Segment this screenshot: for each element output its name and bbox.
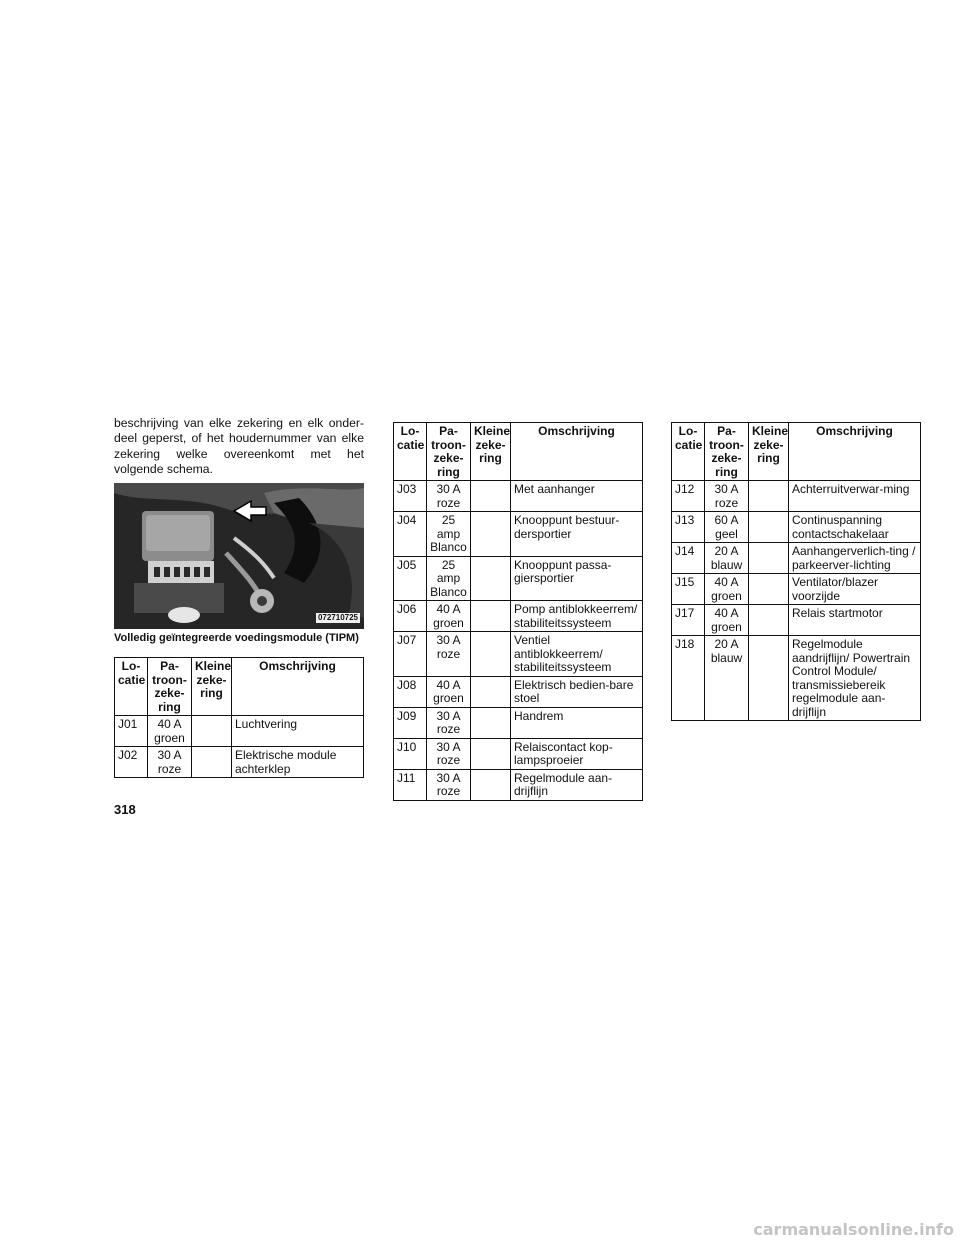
table-row	[672, 481, 921, 512]
fuse-rating: 40 A groen	[711, 575, 742, 603]
cartridge-fuse-cell	[427, 769, 471, 800]
description-cell: Relais startmotor	[789, 605, 921, 636]
fuse-rating: 40 A groen	[433, 677, 464, 705]
fuse-location-cell: J09	[394, 707, 427, 738]
cartridge-fuse-cell	[427, 676, 471, 707]
table-row	[394, 556, 643, 601]
header-location: Lo-catie	[394, 423, 427, 481]
description-cell: Achterruitverwar-ming	[789, 481, 921, 512]
header-mini-fuse: Kleine zeke-ring	[192, 658, 232, 716]
intro-paragraph: beschrijving van elke zekering en elk onder-deel geperst, of het houdernummer van elke zekering welke overeenkomt met het volgende schema.	[114, 416, 364, 477]
description-cell: Aanhangerverlich-ting / parkeerver-lichting	[789, 543, 921, 574]
description-cell: Pomp antiblokkeerrem/ stabiliteitssysteem	[511, 601, 643, 632]
mini-fuse-cell	[471, 632, 511, 677]
fuse-rating: 40 A groen	[154, 717, 185, 745]
header-location: Lo-catie	[672, 423, 705, 481]
header-location: Lo-catie	[115, 658, 148, 716]
fuse-rating: 30 A roze	[436, 708, 461, 736]
table-row	[672, 605, 921, 636]
fuse-rows	[394, 481, 643, 801]
table-row	[672, 636, 921, 721]
fuse-rating: 40 A groen	[711, 606, 742, 634]
table-row	[672, 543, 921, 574]
photo-caption: Volledig geïntegreerde voedingsmodule (TIPM)	[114, 632, 359, 644]
table-row	[394, 601, 643, 632]
fuse-box-illustration	[114, 483, 364, 629]
cartridge-fuse-cell	[427, 601, 471, 632]
fuse-rating: 30 A roze	[436, 770, 461, 798]
fuse-table-3	[671, 422, 921, 721]
fuse-location-cell: J12	[672, 481, 705, 512]
fuse-rating: 25 amp Blanco	[430, 557, 467, 599]
header-cartridge-fuse: Pa-troon-zeke-ring	[705, 423, 749, 481]
fuse-rows	[672, 481, 921, 721]
description-cell: Elektrisch bedien-bare stoel	[511, 676, 643, 707]
table-header-row	[115, 658, 364, 716]
description-cell: Relaiscontact kop-lampsproeier	[511, 738, 643, 769]
table-row	[394, 632, 643, 677]
fuse-rating: 25 amp Blanco	[430, 513, 467, 554]
cartridge-fuse-cell	[427, 738, 471, 769]
engine-bay-photo	[114, 483, 364, 629]
cartridge-fuse-cell	[427, 556, 471, 601]
description-cell: Regelmodule aandrijflijn/ Powertrain Control Module/ transmissiebereik regelmodule aan-drijflijn	[789, 636, 921, 721]
fuse-location-cell: J08	[394, 676, 427, 707]
table-row	[394, 738, 643, 769]
mini-fuse-cell	[471, 738, 511, 769]
mini-fuse-cell	[749, 512, 789, 543]
fuse-location-cell: J18	[672, 636, 705, 721]
fuse-location-cell: J04	[394, 512, 427, 557]
cartridge-fuse-cell	[705, 543, 749, 574]
mini-fuse-cell	[471, 512, 511, 557]
fuse-location-cell: J11	[394, 769, 427, 800]
fuse-rating: 30 A roze	[436, 482, 461, 510]
description-cell: Met aanhanger	[511, 481, 643, 512]
table-row	[115, 747, 364, 778]
photo-reference-code: 072710725	[317, 613, 358, 622]
description-cell: Continuspanning contactschakelaar	[789, 512, 921, 543]
description-cell: Regelmodule aan-drijflijn	[511, 769, 643, 800]
watermark-text: carmanualsonline.info	[753, 1220, 954, 1239]
table-row	[394, 481, 643, 512]
description-cell: Luchtvering	[232, 716, 364, 747]
table-row	[394, 707, 643, 738]
mini-fuse-cell	[749, 574, 789, 605]
mini-fuse-cell	[192, 716, 232, 747]
header-description: Omschrijving	[789, 423, 921, 481]
cartridge-fuse-cell	[148, 747, 192, 778]
table-row	[672, 512, 921, 543]
fuse-location-cell: J17	[672, 605, 705, 636]
cartridge-fuse-cell	[705, 605, 749, 636]
table-row	[115, 716, 364, 747]
description-cell: Elektrische module achterklep	[232, 747, 364, 778]
table-header-row	[672, 423, 921, 481]
fuse-rating: 20 A blauw	[710, 544, 743, 572]
fuse-rating: 40 A groen	[433, 602, 464, 630]
fuse-location-cell: J13	[672, 512, 705, 543]
cartridge-fuse-cell	[705, 574, 749, 605]
fuse-location-cell: J10	[394, 738, 427, 769]
fuse-location-cell: J05	[394, 556, 427, 601]
table-row	[394, 512, 643, 557]
cartridge-fuse-cell	[427, 481, 471, 512]
table-row	[672, 574, 921, 605]
mini-fuse-cell	[471, 769, 511, 800]
mini-fuse-cell	[471, 556, 511, 601]
fuse-table-2	[393, 422, 643, 801]
fuse-rating: 30 A roze	[436, 633, 461, 661]
cartridge-fuse-cell	[427, 632, 471, 677]
table-header-row	[394, 423, 643, 481]
fuse-rating: 30 A roze	[714, 482, 739, 510]
mini-fuse-cell	[749, 605, 789, 636]
fuse-rating: 30 A roze	[157, 748, 182, 776]
fuse-location-cell: J15	[672, 574, 705, 605]
fuse-location-cell: J02	[115, 747, 148, 778]
description-cell: Ventilator/blazer voorzijde	[789, 574, 921, 605]
fuse-location-cell: J01	[115, 716, 148, 747]
fuse-location-cell: J07	[394, 632, 427, 677]
mini-fuse-cell	[749, 636, 789, 721]
table-row	[394, 676, 643, 707]
cartridge-fuse-cell	[148, 716, 192, 747]
cartridge-fuse-cell	[427, 512, 471, 557]
fuse-location-cell: J06	[394, 601, 427, 632]
description-cell: Handrem	[511, 707, 643, 738]
fuse-rating: 20 A blauw	[710, 637, 743, 665]
fuse-location-cell: J14	[672, 543, 705, 574]
mini-fuse-cell	[749, 543, 789, 574]
description-cell: Knooppunt bestuur-dersportier	[511, 512, 643, 557]
mini-fuse-cell	[471, 676, 511, 707]
cartridge-fuse-cell	[705, 481, 749, 512]
fuse-rows	[115, 716, 364, 778]
fuse-table-1	[114, 657, 364, 778]
header-cartridge-fuse: Pa-troon-zeke-ring	[148, 658, 192, 716]
table-row	[394, 769, 643, 800]
cartridge-fuse-cell	[705, 636, 749, 721]
mini-fuse-cell	[471, 707, 511, 738]
fuse-location-cell: J03	[394, 481, 427, 512]
page-number: 318	[114, 802, 136, 817]
mini-fuse-cell	[471, 601, 511, 632]
description-cell: Knooppunt passa-giersportier	[511, 556, 643, 601]
mini-fuse-cell	[471, 481, 511, 512]
header-mini-fuse: Kleine zeke-ring	[471, 423, 511, 481]
mini-fuse-cell	[749, 481, 789, 512]
mini-fuse-cell	[192, 747, 232, 778]
description-cell: Ventiel antiblokkeerrem/ stabiliteitssysteem	[511, 632, 643, 677]
header-description: Omschrijving	[232, 658, 364, 716]
fuse-rating: 60 A geel	[714, 513, 739, 541]
header-description: Omschrijving	[511, 423, 643, 481]
header-cartridge-fuse: Pa-troon-zeke-ring	[427, 423, 471, 481]
cartridge-fuse-cell	[705, 512, 749, 543]
cartridge-fuse-cell	[427, 707, 471, 738]
header-mini-fuse: Kleine zeke-ring	[749, 423, 789, 481]
fuse-rating: 30 A roze	[436, 739, 461, 767]
